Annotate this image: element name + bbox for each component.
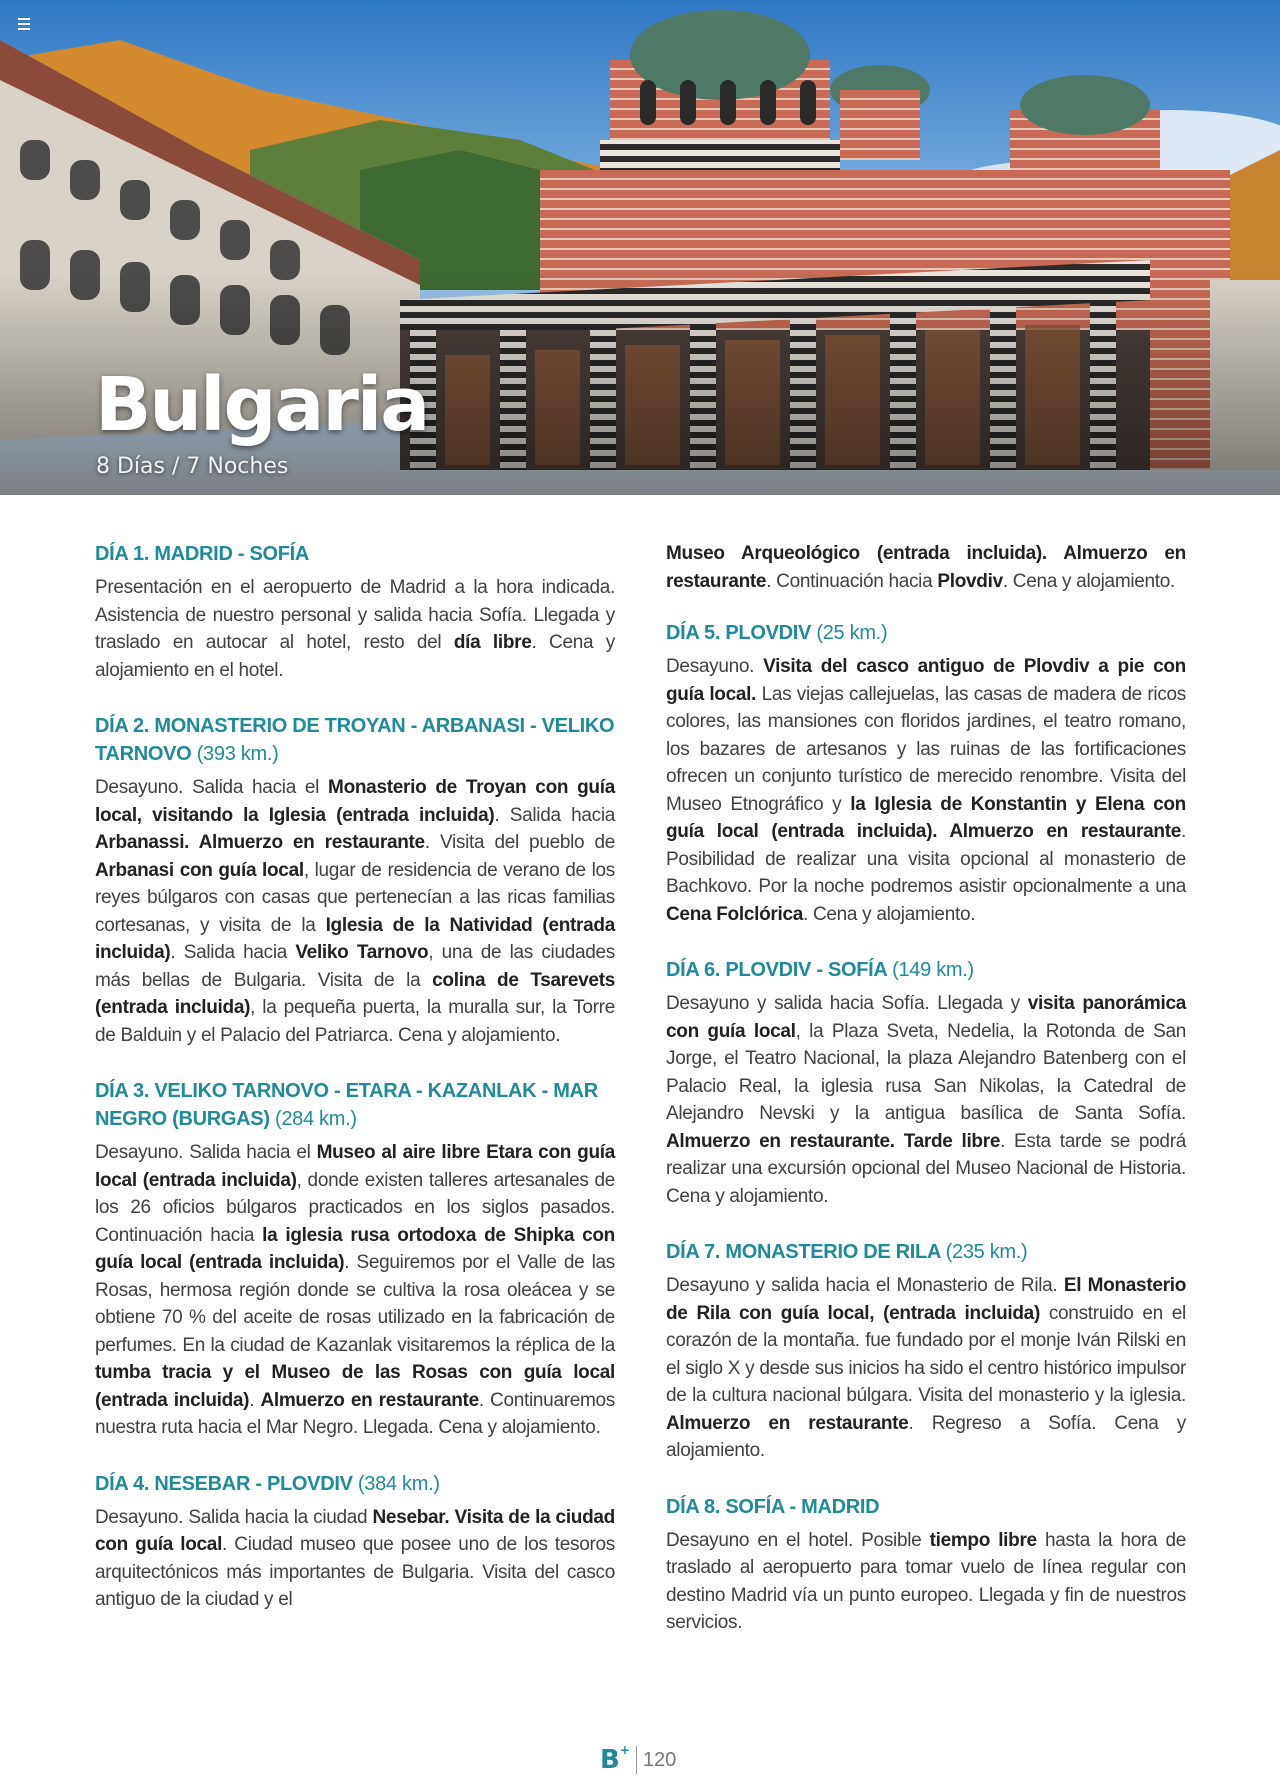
trip-duration: 8 Días / 7 Noches [96, 454, 289, 479]
day-1 [95, 540, 615, 684]
day-5 [666, 619, 1186, 928]
day-4 [95, 1470, 615, 1614]
day-2 [95, 712, 615, 1049]
day-title: DÍA 5. PLOVDIV (25 km.) [666, 622, 888, 644]
day-title: DÍA 7. MONASTERIO DE RILA (235 km.) [666, 1241, 1028, 1263]
page-footer [600, 1742, 676, 1778]
page-number: 120 [642, 1748, 677, 1771]
day-title: DÍA 8. SOFÍA - MADRID [666, 1495, 880, 1518]
day-title: DÍA 6. PLOVDIV - SOFÍA (149 km.) [666, 959, 974, 981]
day-description: Desayuno. Salida hacia la ciudad Nesebar. Visita de la ciudad con guía local. Ciudad museo que posee uno de los tesoros arquitectónicos más importantes de Bulgaria. Visita del casco antiguo de la ciudad y el [95, 1506, 615, 1610]
day-title: DÍA 1. MADRID - SOFÍA [95, 543, 310, 565]
brand-logo: B+ [600, 1743, 630, 1775]
itinerary-column-left [95, 540, 615, 1642]
day-description: Desayuno. Salida hacia el Monasterio de Troyan con guía local, visitando la Iglesia (entrada incluida). Salida hacia Arbanassi. Almuerzo en restaurante. Visita del pueblo de Arbanasi con guía local, lugar de residencia de verano de los reyes búlgaros con casas que pertenecían a las ricas familias cortesanas, y visita de la Iglesia de la Natividad (entrada incluida). Salida hacia Veliko Tarnovo, una de las ciudades más bellas de Bulgaria. Visita de la colina de Tsarevets (entrada incluida), la pequeña puerta, la muralla sur, la Torre de Balduin y el Palacio del Patriarca. Cena y alojamiento. [95, 777, 616, 1046]
day-3 [95, 1077, 615, 1442]
day-description: Desayuno y salida hacia Sofía. Llegada y visita panorámica con guía local, la Plaza Sveta, Nedelia, la Rotonda de San Jorge, el Teatro Nacional, la plaza Alejandro Batenberg con el Palacio Real, la iglesia rusa San Nikolas, la Catedral de Alejandro Nevski y la antigua basílica de Santa Sofía. Almuerzo en restaurante. Tarde libre. Esta tarde se podrá realizar una excursión opcional del Museo Nacional de Historia. Cena y alojamiento. [666, 993, 1186, 1207]
day-description: Desayuno. Visita del casco antiguo de Plovdiv a pie con guía local. Las viejas callejuelas, las casas de madera de ricos colores, las mansiones con floridos jardines, el teatro romano, los bazares de artesanos y las ruinas de las fortificaciones ofrecen un conjunto turístico de merecido renombre. Visita del Museo Etnográfico y la Iglesia de Konstantin y Elena con guía local (entrada incluida). Almuerzo en restaurante. Posibilidad de realizar una visita opcional al monasterio de Bachkovo. Por la noche podremos asistir opcionalmente a una Cena Folclórica. Cena y alojamiento. [666, 656, 1186, 925]
day-description: Desayuno. Salida hacia el Museo al aire libre Etara con guía local (entrada incluida), donde existen talleres artesanales de los 26 oficios búlgaros practicados en los siglos pasados. Continuación hacia la iglesia rusa ortodoxa de Shipka con guía local (entrada incluida). Seguiremos por el Valle de las Rosas, hermosa región donde se cultiva la rosa oleácea y se obtiene 70 % del aceite de rosas utilizado en la fabricación de perfumes. En la ciudad de Kazanlak visitaremos la réplica de la tumba tracia y el Museo de las Rosas con guía local (entrada incluida). Almuerzo en restaurante. Continuaremos nuestra ruta hacia el Mar Negro. Llegada. Cena y alojamiento. [95, 1142, 616, 1438]
day-description: Desayuno y salida hacia el Monasterio de Rila. El Monasterio de Rila con guía local, (entrada incluida) construido en el corazón de la montaña. fue fundado por el monje Iván Rilski en el siglo X y desde sus inicios ha sido el centro histórico impulsor de la cultura nacional búlgara. Visita del monasterio y la iglesia. Almuerzo en restaurante. Regreso a Sofía. Cena y alojamiento. [666, 1275, 1187, 1461]
page-title: Bulgaria [95, 362, 429, 448]
day-title: DÍA 2. MONASTERIO DE TROYAN - ARBANASI - VELIKO TARNOVO (393 km.) [95, 715, 615, 765]
footer-divider [636, 1746, 637, 1774]
day-6 [666, 956, 1186, 1210]
day-4-continuation: Museo Arqueológico (entrada incluida). Almuerzo en restaurante. Continuación hacia Plovdiv. Cena y alojamiento. [666, 543, 1186, 592]
day-description: Presentación en el aeropuerto de Madrid a la hora indicada. Asistencia de nuestro personal y salida hacia Sofía. Llegada y traslado en autocar al hotel, resto del día libre. Cena y alojamiento en el hotel. [95, 577, 616, 681]
day-description: Desayuno en el hotel. Posible tiempo libre hasta la hora de traslado al aeropuerto para tomar vuelo de línea regular con destino Madrid vía un punto europeo. Llegada y fin de nuestros servicios. [666, 1529, 1186, 1633]
hero-banner [0, 0, 1280, 495]
day-8 [666, 1493, 1186, 1637]
day-7 [666, 1238, 1186, 1465]
itinerary-column-right [666, 540, 1186, 1665]
day-title: DÍA 3. VELIKO TARNOVO - ETARA - KAZANLAK - MAR NEGRO (BURGAS) (284 km.) [95, 1080, 598, 1130]
menu-icon[interactable] [18, 18, 30, 30]
day-title: DÍA 4. NESEBAR - PLOVDIV (384 km.) [95, 1472, 440, 1495]
